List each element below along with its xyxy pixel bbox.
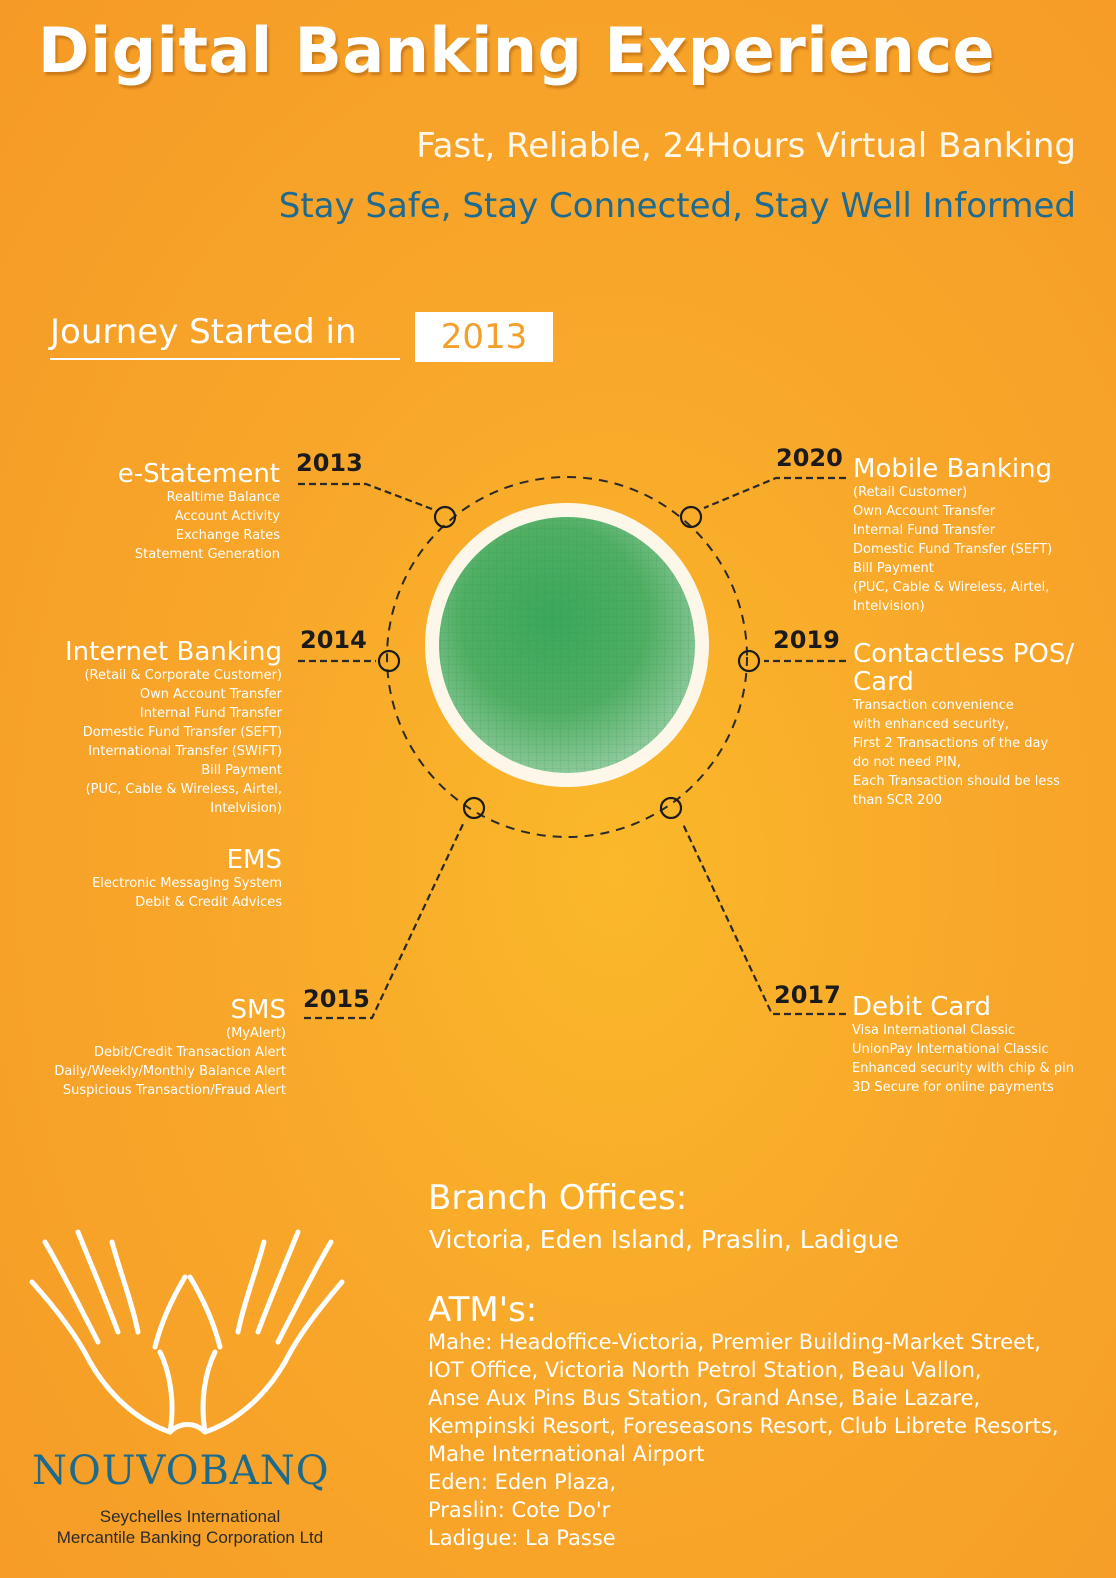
milestone-line: Domestic Fund Transfer (SEFT): [82, 725, 282, 740]
bank-full-name: [40, 1506, 340, 1548]
milestone-line: Electronic Messaging System: [92, 876, 282, 891]
milestone-title: SMS: [230, 995, 286, 1025]
journey-label: Journey Started in: [50, 312, 400, 360]
node-2014: [379, 651, 399, 671]
node-2019: [739, 651, 759, 671]
atm-line: Mahe: Headoffice-Victoria, Premier Building-Market Street,: [428, 1330, 1041, 1354]
milestone-line: Enhanced security with chip & pin: [852, 1061, 1074, 1076]
milestone-line: Exchange Rates: [175, 528, 280, 543]
page-title: Digital Banking Experience: [38, 14, 996, 87]
milestone-line: Own Account Transfer: [853, 504, 996, 519]
atm-line: Anse Aux Pins Bus Station, Grand Anse, Baie Lazare,: [428, 1386, 981, 1410]
bank-logo-name: NOUVOBANQ: [32, 1448, 330, 1494]
node-2015: [464, 798, 484, 818]
milestone-line: Own Account Transfer: [139, 687, 282, 702]
milestone-title: EMS: [226, 845, 282, 875]
milestone-line: (PUC, Cable & Wireless, Airtel,: [85, 782, 282, 797]
milestone-line: Debit & Credit Advices: [135, 895, 282, 910]
milestone-line: Transaction convenience: [853, 698, 1014, 713]
milestone-line: Visa International Classic: [852, 1023, 1016, 1038]
year-2017: 2017: [774, 981, 841, 1009]
milestone-estatement: [118, 460, 280, 564]
milestone-sms: [54, 996, 286, 1100]
branch-offices-list: Victoria, Eden Island, Praslin, Ladigue: [429, 1225, 899, 1254]
milestone-line: UnionPay International Classic: [852, 1042, 1049, 1057]
subtitle-slogan: Stay Safe, Stay Connected, Stay Well Informed: [278, 186, 1076, 226]
atm-line: IOT Office, Victoria North Petrol Station, Beau Vallon,: [428, 1358, 982, 1382]
year-2019: 2019: [773, 626, 840, 654]
year-2015: 2015: [303, 985, 370, 1013]
atm-line: Mahe International Airport: [428, 1442, 705, 1466]
atm-heading: ATM's:: [428, 1290, 538, 1330]
milestone-line: (PUC, Cable & Wireless, Airtel,: [853, 580, 1050, 595]
milestone-line: Daily/Weekly/Monthly Balance Alert: [54, 1064, 286, 1079]
node-2013: [435, 507, 455, 527]
milestone-line: with enhanced security,: [853, 717, 1009, 732]
milestone-internet-banking: [65, 638, 282, 818]
milestone-title: e-Statement: [117, 459, 280, 489]
milestone-line: Account Activity: [174, 509, 280, 524]
milestone-line: do not need PIN,: [853, 755, 961, 770]
hands-logo-icon: [20, 1222, 360, 1452]
milestone-line: Domestic Fund Transfer (SEFT): [853, 542, 1053, 557]
milestone-line: Bill Payment: [201, 763, 282, 778]
atm-line: Eden: Eden Plaza,: [428, 1470, 617, 1494]
milestone-debit-card: [852, 993, 1074, 1097]
atm-line: Ladigue: La Passe: [428, 1526, 616, 1550]
year-2014: 2014: [300, 626, 367, 654]
connector-2020: [704, 478, 846, 508]
milestone-line: Debit/Credit Transaction Alert: [93, 1045, 286, 1060]
year-2020: 2020: [776, 444, 843, 472]
milestone-line: Each Transaction should be less: [853, 774, 1060, 789]
milestone-ems: [92, 846, 282, 912]
bank-full-name-line1: Seychelles International: [99, 1507, 281, 1526]
atm-list: [428, 1328, 1059, 1552]
journey-year-badge: 2013: [415, 312, 553, 362]
milestone-line: Intelvision): [210, 801, 282, 816]
milestone-title: Internet Banking: [64, 637, 282, 667]
milestone-line: (MyAlert): [226, 1026, 286, 1041]
milestone-line: Bill Payment: [853, 561, 934, 576]
milestone-line: 3D Secure for online payments: [852, 1080, 1054, 1095]
milestone-line: Realtime Balance: [166, 490, 280, 505]
milestone-line: First 2 Transactions of the day: [853, 736, 1049, 751]
globe-icon: [425, 503, 709, 787]
atm-line: Kempinski Resort, Foreseasons Resort, Club Librete Resorts,: [428, 1414, 1059, 1438]
year-2013: 2013: [296, 449, 363, 477]
milestone-line: than SCR 200: [853, 793, 942, 808]
milestone-line: Internal Fund Transfer: [853, 523, 996, 538]
subtitle-tagline: Fast, Reliable, 24Hours Virtual Banking: [416, 126, 1076, 166]
milestone-line: (Retail & Corporate Customer): [84, 668, 282, 683]
milestone-title: Mobile Banking: [853, 454, 1053, 484]
milestone-line: International Transfer (SWIFT): [88, 744, 282, 759]
connector-2013: [298, 484, 432, 509]
milestone-mobile-banking: [853, 455, 1052, 616]
node-2020: [681, 507, 701, 527]
milestone-line: Suspicious Transaction/Fraud Alert: [62, 1083, 286, 1098]
milestone-title: Contactless POS/: [853, 639, 1075, 669]
branch-offices-heading: Branch Offices:: [428, 1178, 688, 1218]
milestone-line: Statement Generation: [134, 547, 280, 562]
milestone-contactless: [853, 640, 1074, 810]
atm-line: Praslin: Cote Do'r: [428, 1498, 611, 1522]
milestone-line: Intelvision): [853, 599, 925, 614]
milestone-title: Debit Card: [852, 992, 992, 1022]
bank-full-name-line2: Mercantile Banking Corporation Ltd: [56, 1528, 324, 1547]
milestone-title: Card: [853, 667, 914, 697]
milestone-line: (Retail Customer): [853, 485, 968, 500]
milestone-line: Internal Fund Transfer: [139, 706, 282, 721]
